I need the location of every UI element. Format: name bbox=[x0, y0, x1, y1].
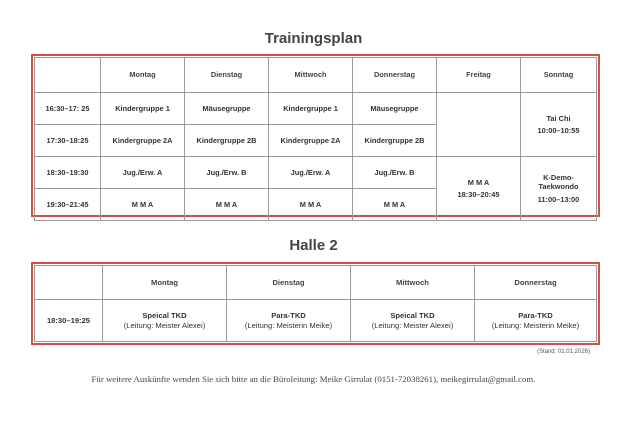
table-header-row bbox=[35, 58, 597, 93]
time-cell: 17:30–18:25 bbox=[35, 125, 101, 157]
class-cell bbox=[103, 300, 227, 342]
header-empty bbox=[35, 266, 103, 300]
sunday-taichi-time: 10:00–10:55 bbox=[537, 126, 580, 135]
class-name: Speical TKD bbox=[390, 311, 435, 321]
friday-mma-time: 18:30–20:45 bbox=[457, 190, 500, 199]
time-cell: 19:30–21:45 bbox=[35, 189, 101, 221]
table-row bbox=[35, 300, 597, 342]
class-leader: (Leitung: Meister Alexei) bbox=[123, 320, 206, 330]
class-cell: M M A bbox=[269, 189, 353, 221]
time-cell: 16:30–17: 25 bbox=[35, 93, 101, 125]
plan-title: Trainingsplan bbox=[264, 30, 363, 47]
class-cell: M M A bbox=[353, 189, 437, 221]
class-name: Para-TKD bbox=[518, 311, 553, 321]
header-mittwoch: Mittwoch bbox=[269, 58, 353, 93]
class-leader: (Leitung: Meister Alexei) bbox=[371, 320, 454, 330]
class-cell: Jug./Erw. B bbox=[185, 157, 269, 189]
training-table-frame bbox=[31, 54, 600, 217]
class-leader: (Leitung: Meisterin Meike) bbox=[244, 320, 333, 330]
class-name: Para-TKD bbox=[271, 311, 306, 321]
header-empty bbox=[35, 58, 101, 93]
sunday-kdemo-name2: Taekwondo bbox=[538, 182, 579, 192]
class-name: Speical TKD bbox=[142, 311, 187, 321]
sunday-taichi-cell bbox=[521, 93, 597, 157]
header-donnerstag: Donnerstag bbox=[353, 58, 437, 93]
class-cell: Jug./Erw. A bbox=[269, 157, 353, 189]
time-cell: 18:30–19:25 bbox=[35, 300, 103, 342]
table-row bbox=[35, 93, 597, 125]
halle2-title: Halle 2 bbox=[289, 237, 338, 254]
class-leader: (Leitung: Meisterin Meike) bbox=[491, 320, 580, 330]
class-cell bbox=[475, 300, 597, 342]
class-cell: Kindergruppe 1 bbox=[101, 93, 185, 125]
friday-mma-cell bbox=[437, 157, 521, 221]
sunday-kdemo-time: 11:00–13:00 bbox=[537, 194, 580, 204]
class-cell: Jug./Erw. B bbox=[353, 157, 437, 189]
friday-mma-name: M M A bbox=[467, 177, 490, 187]
sunday-kdemo-cell bbox=[521, 157, 597, 221]
class-cell: Mäusegruppe bbox=[185, 93, 269, 125]
class-cell: Mäusegruppe bbox=[353, 93, 437, 125]
header-dienstag: Dienstag bbox=[227, 266, 351, 300]
table-row bbox=[35, 157, 597, 189]
sunday-taichi-name: Tai Chi bbox=[546, 113, 571, 123]
halle2-table-frame bbox=[31, 262, 600, 345]
halle2-table bbox=[34, 265, 597, 342]
class-cell bbox=[351, 300, 475, 342]
header-sonntag: Sonntag bbox=[521, 58, 597, 93]
class-cell: Kindergruppe 2B bbox=[185, 125, 269, 157]
class-cell: Kindergruppe 2A bbox=[101, 125, 185, 157]
class-cell bbox=[227, 300, 351, 342]
header-dienstag: Dienstag bbox=[185, 58, 269, 93]
class-cell: Kindergruppe 2A bbox=[269, 125, 353, 157]
class-cell: M M A bbox=[101, 189, 185, 221]
class-cell: Kindergruppe 2B bbox=[353, 125, 437, 157]
time-cell: 18:30–19:30 bbox=[35, 157, 101, 189]
class-cell: Jug./Erw. A bbox=[101, 157, 185, 189]
table-header-row bbox=[35, 266, 597, 300]
header-mittwoch: Mittwoch bbox=[351, 266, 475, 300]
sunday-kdemo-name1: K-Demo- bbox=[543, 173, 574, 183]
training-table bbox=[34, 57, 597, 221]
class-cell: M M A bbox=[185, 189, 269, 221]
footer-contact: Für weitere Auskünfte wenden Sie sich bitte an die Büroleitung: Meike Girrulat (0151-72038261), meikegirrulat@gmail.com. bbox=[91, 374, 536, 384]
class-cell: Kindergruppe 1 bbox=[269, 93, 353, 125]
stand-date: (Stand: 01.01.2026) bbox=[536, 349, 590, 355]
header-montag: Montag bbox=[103, 266, 227, 300]
friday-empty-cell bbox=[437, 93, 521, 157]
header-montag: Montag bbox=[101, 58, 185, 93]
header-donnerstag: Donnerstag bbox=[475, 266, 597, 300]
header-freitag: Freitag bbox=[437, 58, 521, 93]
